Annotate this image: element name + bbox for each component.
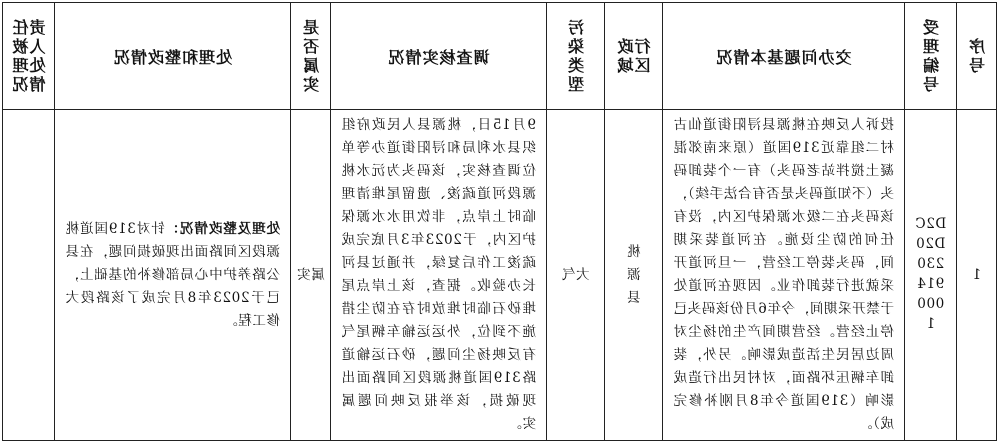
cell-handling (55, 110, 291, 441)
handling-label: 处理及整改情况： (164, 220, 280, 237)
header-pollution-type: 污染类型 (547, 3, 605, 110)
header-responsible: 责任人被处理情况 (3, 3, 55, 110)
complaint-table (2, 2, 997, 441)
cell-complaint: 投诉人反映在桃源县浔阳街道仙古村二组靠近319国道（原来南郊混凝土搅拌站老码头）有一个装卸码头（不知道码头是否有合法手续），该码头在二级水源保护区内，没有任何的防尘设施。在河道装采期间，码头装停工经营，一旦河道开采就进行装卸作业。因现在河道处于禁开采期间，今年6月份该码头已停止经营。经营期间产生的扬尘对周边居民生活造成影响。另外，装卸车辆压坏路面，对村民出行造成影响（319国道今年8月刚补修完成）。 (663, 110, 905, 441)
cell-is-true: 属实 (291, 110, 331, 441)
cell-investigation: 9月15日，桃源县人民政府组织县水利局和浔阳街道办等单位调查核实，该码头为沅水桃源段河道疏浚、遗留尾堆清理临时上岸点，非饮用水水源保护区内，于2023年3月底完成疏浚工作后复绿，并通过县河长办验收。据查，该上岸点尾堆砂石临时堆放时存在防尘措施不到位，外运运输车辆尾气有反映扬尘问题，砂石运输道路319国道桃源段区间路面出现破损，该举报反映问题属实。 (331, 110, 547, 441)
header-row (3, 3, 997, 110)
cell-district: 桃源县 (605, 110, 663, 441)
handling-text: 针对319国道桃源段区间路面出现破损问题，在县公路养护中心局部修补的基础上，已于2023年8月完成了该路段大修工程。 (65, 220, 280, 329)
header-is-true: 是否属实 (291, 3, 331, 110)
cell-pollution-type: 大气 (547, 110, 605, 441)
cell-serial: 1 (957, 110, 997, 441)
header-handling: 处理和整改情况 (55, 3, 291, 110)
table-row (3, 110, 997, 441)
cell-responsible (3, 110, 55, 441)
header-investigation: 调查核实情况 (331, 3, 547, 110)
header-accept-no: 受理编号 (905, 3, 957, 110)
header-complaint: 交办问题基本情况 (663, 3, 905, 110)
cell-accept-no: D2CD20230914 0001 (905, 110, 957, 441)
header-serial: 序号 (957, 3, 997, 110)
header-district: 行政区域 (605, 3, 663, 110)
